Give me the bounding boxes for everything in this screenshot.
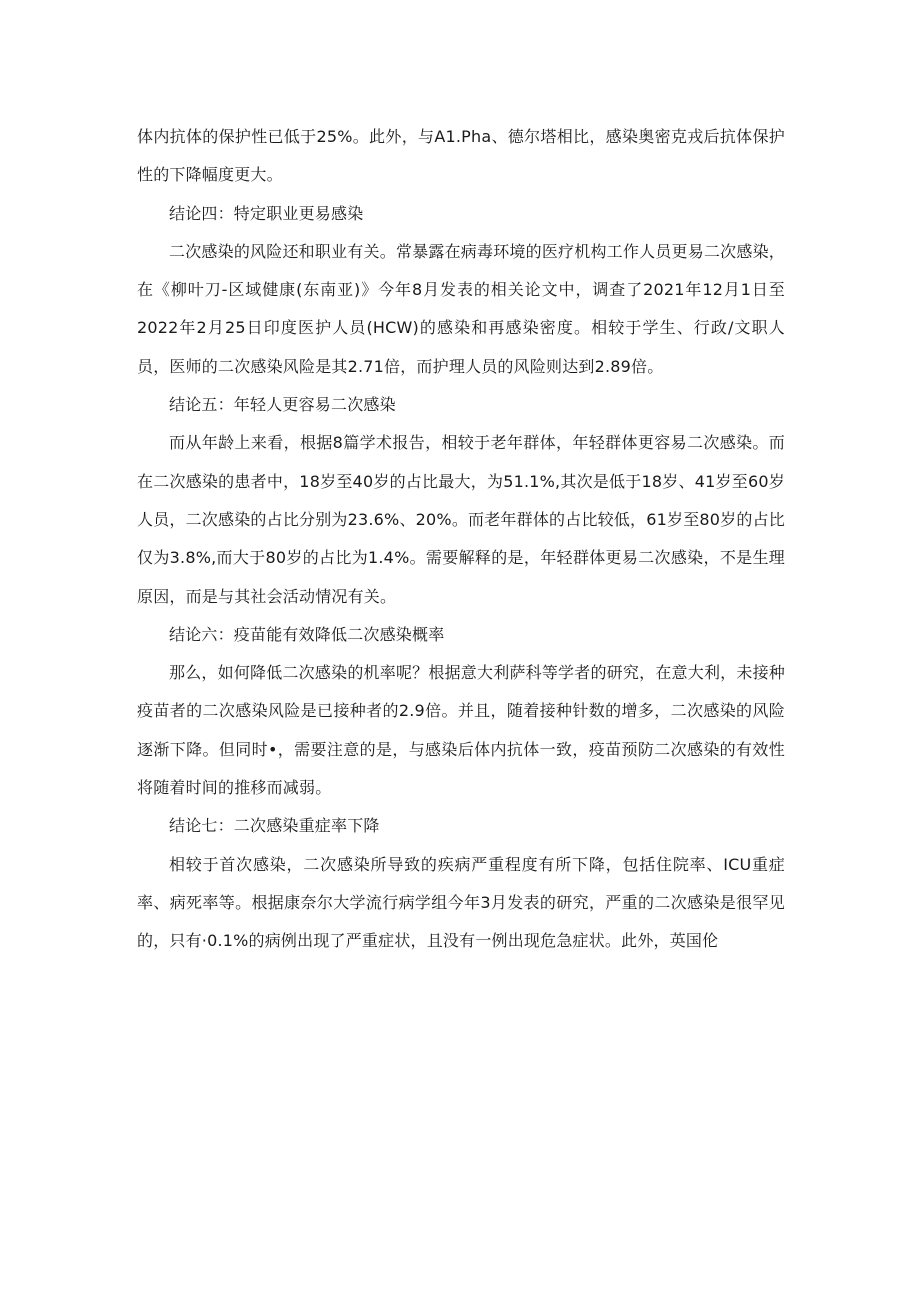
document-page <box>137 118 785 961</box>
heading-conclusion-seven: 结论七：二次感染重症率下降 <box>169 816 380 836</box>
paragraph-age: 而从年龄上来看，根据8篇学术报告，相较于老年群体，年轻群体更容易二次感染。而在二次感染的患者中，18岁至40岁的占比最大，为51.1%,其次是低于18岁、41岁至60岁人员，二次感染的占比分别为23.6%、20%。而老年群体的占比较低，61岁至80岁的占比仅为3.8%,而大于80岁的占比为1.4%。需要解释的是，年轻群体更易二次感染，不是生理原因，而是与其社会活动情况有关。 <box>137 433 785 606</box>
paragraph-occupation: 二次感染的风险还和职业有关。常暴露在病毒环境的医疗机构工作人员更易二次感染，在《柳叶刀-区域健康(东南亚)》今年8月发表的相关论文中，调查了2021年12月1日至2022年2月25日印度医护人员(HCW)的感染和再感染密度。相较于学生、行政/文职人员，医师的二次感染风险是其2.71倍，而护理人员的风险则达到2.89倍。 <box>137 241 785 376</box>
heading-conclusion-six: 结论六：疫苗能有效降低二次感染概率 <box>169 624 445 644</box>
paragraph-vaccine: 那么，如何降低二次感染的机率呢？根据意大利萨科等学者的研究，在意大利，未接种疫苗者的二次感染风险是已接种者的2.9倍。并且，随着接种针数的增多，二次感染的风险逐渐下降。但同时•，需要注意的是，与感染后体内抗体一致，疫苗预防二次感染的有效性将随着时间的推移而减弱。 <box>137 663 785 798</box>
paragraph-antibody-continuation: 体内抗体的保护性已低于25%。此外，与A1.Pha、德尔塔相比，感染奥密克戎后抗体保护性的下降幅度更大。 <box>137 127 785 185</box>
heading-conclusion-five: 结论五：年轻人更容易二次感染 <box>169 395 396 415</box>
heading-conclusion-four: 结论四：特定职业更易感染 <box>169 203 364 223</box>
paragraph-severity: 相较于首次感染，二次感染所导致的疾病严重程度有所下降，包括住院率、ICU重症率、病死率等。根据康奈尔大学流行病学组今年3月发表的研究，严重的二次感染是很罕见的，只有·0.1%的病例出现了严重症状，且没有一例出现危急症状。此外，英国伦 <box>137 854 785 951</box>
